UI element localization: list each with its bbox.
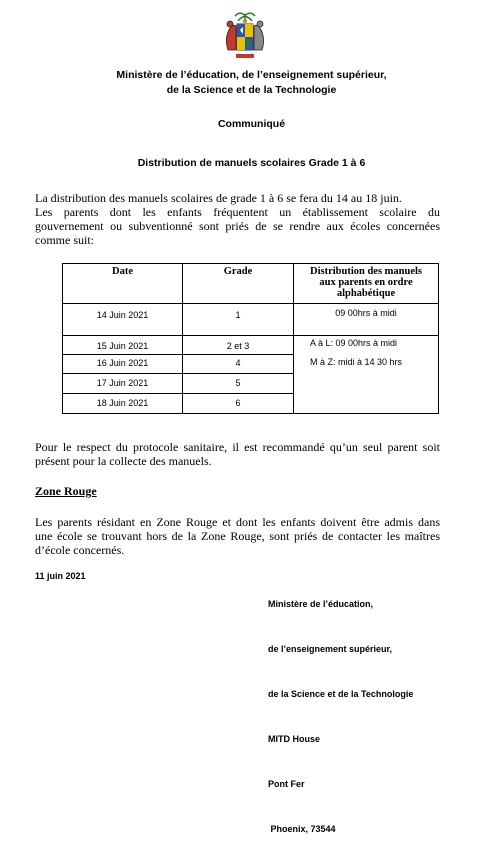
zone-rouge-line-1: Les parents résidant en Zone Rouge et dont les enfants doivent être admis dans <box>35 515 440 529</box>
header-date: Date <box>63 264 183 304</box>
intro-line-3: gouvernement ou subventionné sont priés de se rendre aux écoles concernées <box>35 219 440 233</box>
coat-of-arms-icon <box>218 10 272 64</box>
row-4-grade: 5 <box>183 374 294 394</box>
header-distribution-line-3: alphabétique <box>336 288 396 299</box>
distribution-m-to-z: M à Z: midi à 14 30 hrs <box>310 357 403 367</box>
ministry-line-1: Ministère de l’éducation, de l’enseignement supérieur, <box>116 69 387 81</box>
row-4-date: 17 Juin 2021 <box>63 374 183 394</box>
zone-rouge-line-2: une école se trouvant hors de la Zone Rouge, sont priés de contacter les maîtres <box>35 529 440 543</box>
protocol-line-2: présent pour la collecte des manuels. <box>35 454 212 468</box>
signature-line-6: Phoenix, 73544 <box>268 824 336 834</box>
signature-line-1: Ministère de l’éducation, <box>268 599 374 609</box>
distribution-a-to-l: A à L: 09 00hrs à midi <box>310 338 398 348</box>
zone-rouge-title: Zone Rouge <box>35 484 97 498</box>
intro-line-4: comme suit: <box>35 233 94 247</box>
row-5-date: 18 Juin 2021 <box>63 394 183 414</box>
signature-line-5: Pont Fer <box>268 779 305 789</box>
signature-line-2: de l’enseignement supérieur, <box>268 644 393 654</box>
intro-line-2: Les parents dont les enfants fréquentent un établissement scolaire du <box>35 205 440 219</box>
signature-line-3: de la Science et de la Technologie <box>268 689 414 699</box>
subject-title: Distribution de manuels scolaires Grade 1 à 6 <box>137 157 366 169</box>
row-1-distribution: 09 00hrs à midi <box>294 304 439 336</box>
row-3-grade: 4 <box>183 355 294 374</box>
zone-rouge-line-3: d’école concernés. <box>35 543 125 557</box>
table-row <box>63 336 439 355</box>
row-2-grade: 2 et 3 <box>183 336 294 355</box>
row-2-date: 15 Juin 2021 <box>63 336 183 355</box>
zone-rouge-paragraph <box>35 515 440 557</box>
intro-line-1: La distribution des manuels scolaires de grade 1 à 6 se fera du 14 au 18 juin. <box>35 191 402 205</box>
header-grade: Grade <box>183 264 294 304</box>
rows-2-5-distribution <box>294 336 439 414</box>
protocol-paragraph <box>35 440 440 468</box>
intro-paragraph <box>35 191 440 247</box>
signature-block <box>268 567 413 852</box>
row-1-date: 14 Juin 2021 <box>63 304 183 336</box>
table-row <box>63 304 439 336</box>
table-header-row <box>63 264 439 304</box>
header-distribution-line-1: Distribution des manuels <box>309 266 423 277</box>
distribution-table <box>62 263 439 414</box>
signature-line-4: MITD House <box>268 734 321 744</box>
row-1-grade: 1 <box>183 304 294 336</box>
footer-date: 11 juin 2021 <box>35 571 86 581</box>
communique-label: Communiqué <box>217 118 286 130</box>
row-5-grade: 6 <box>183 394 294 414</box>
header-distribution-line-2: aux parents en ordre <box>319 277 413 288</box>
row-3-date: 16 Juin 2021 <box>63 355 183 374</box>
ministry-line-2: de la Science et de la Technologie <box>166 84 337 96</box>
header-distribution <box>294 264 439 304</box>
ministry-title <box>0 68 503 98</box>
protocol-line-1: Pour le respect du protocole sanitaire, il est recommandé qu’un seul parent soit <box>35 440 440 454</box>
